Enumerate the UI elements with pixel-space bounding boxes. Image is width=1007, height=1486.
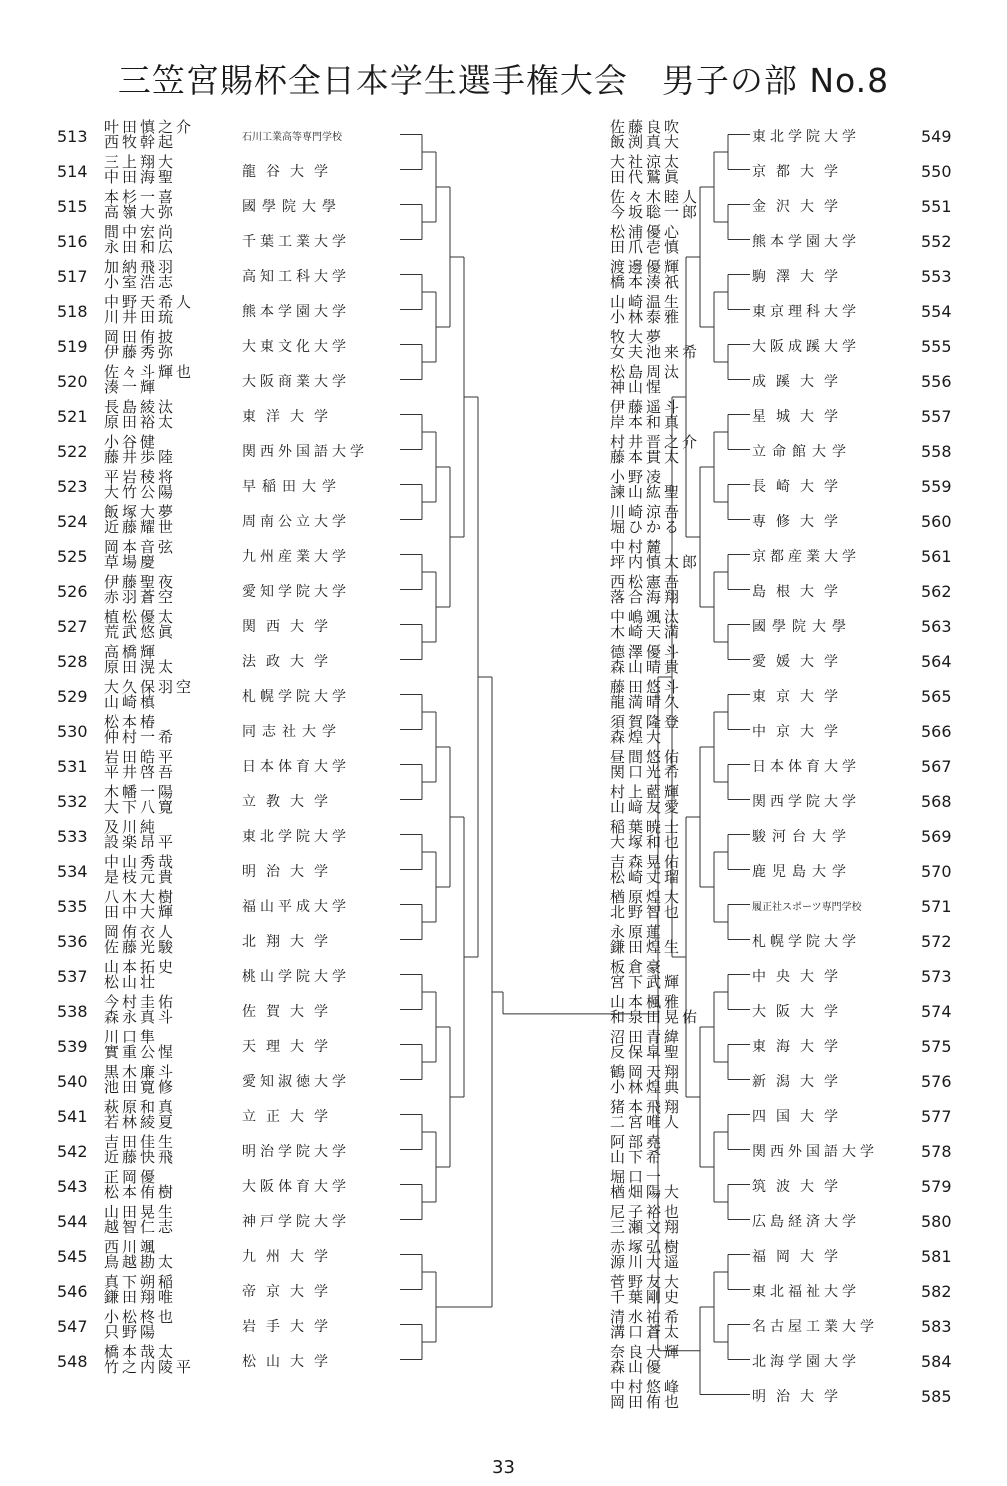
player-name: 和泉田晃佑 — [610, 1008, 701, 1026]
player-name: 西川颯 — [104, 1238, 159, 1256]
team-name: 星城大学 — [752, 409, 848, 425]
team-name: 立正大学 — [242, 1109, 338, 1125]
player-name: 赤塚弘樹 — [610, 1238, 683, 1256]
player-name: 村井晋之介 — [610, 433, 701, 451]
entry-number: 581 — [921, 1247, 952, 1266]
player-name: 奈良大輝 — [610, 1343, 683, 1361]
entry-number: 573 — [921, 967, 952, 986]
team-name: 北翔大学 — [242, 934, 338, 950]
team-name: 松山大学 — [242, 1354, 338, 1370]
team-name: 周南公立大学 — [242, 514, 350, 530]
player-name: 正岡優 — [104, 1168, 159, 1186]
entry-number: 563 — [921, 617, 952, 636]
entry-number: 551 — [921, 197, 952, 216]
team-name: 龍谷大学 — [242, 164, 338, 180]
player-name: 設楽昂平 — [104, 833, 177, 851]
player-name: 伊藤秀弥 — [104, 343, 177, 361]
team-name: 関西外国語大学 — [752, 1144, 878, 1160]
player-name: 山下希 — [610, 1148, 665, 1166]
team-name: 関西大学 — [242, 619, 338, 635]
team-name: 京都産業大学 — [752, 549, 860, 565]
entry-number: 517 — [57, 267, 88, 286]
player-name: 田代鷲眞 — [610, 168, 683, 186]
player-name: 関口光希 — [610, 763, 683, 781]
player-name: 橋本哉太 — [104, 1343, 177, 1361]
player-name: 近藤快飛 — [104, 1148, 177, 1166]
player-name: 松崎丈瑠 — [610, 868, 683, 886]
team-name: 大阪商業大学 — [242, 374, 350, 390]
player-name: 坪内慎太郎 — [610, 553, 701, 571]
player-name: 橋本湊祇 — [610, 273, 683, 291]
player-name: 西松憲吾 — [610, 573, 683, 591]
entry-number: 548 — [57, 1352, 88, 1371]
team-name: 千葉工業大学 — [242, 234, 350, 250]
entry-number: 523 — [57, 477, 88, 496]
player-name: 源川大遥 — [610, 1253, 683, 1271]
player-name: 小林煌典 — [610, 1078, 683, 1096]
player-name: 鳥越勘太 — [104, 1253, 177, 1271]
player-name: 吉田佳生 — [104, 1133, 177, 1151]
player-name: 田爪壱慎 — [610, 238, 683, 256]
team-name: 神戸学院大学 — [242, 1214, 350, 1230]
player-name: 今村圭佑 — [104, 993, 177, 1011]
entry-number: 544 — [57, 1212, 88, 1231]
player-name: 森山優 — [610, 1358, 665, 1376]
player-name: 川崎涼吾 — [610, 503, 683, 521]
team-name: 筑波大学 — [752, 1179, 848, 1195]
team-name: 四国大学 — [752, 1109, 848, 1125]
team-name: 愛媛大学 — [752, 654, 848, 670]
entry-number: 556 — [921, 372, 952, 391]
player-name: 鶴岡天翔 — [610, 1063, 683, 1081]
entry-number: 531 — [57, 757, 88, 776]
entry-number: 584 — [921, 1352, 952, 1371]
team-name: 熊本学園大学 — [242, 304, 350, 320]
player-name: 堀ひかる — [610, 518, 683, 536]
team-name: 同志社大学 — [242, 724, 342, 740]
player-name: 楢畑陽大 — [610, 1183, 683, 1201]
entry-number: 528 — [57, 652, 88, 671]
player-name: 是枝元貴 — [104, 868, 177, 886]
entry-number: 550 — [921, 162, 952, 181]
player-name: 今坂聡一郎 — [610, 203, 701, 221]
team-name: 関西学院大学 — [752, 794, 860, 810]
player-name: 永原蓮 — [610, 923, 665, 941]
team-name: 愛知学院大学 — [242, 584, 350, 600]
entry-number: 555 — [921, 337, 952, 356]
team-name: 立命館大学 — [752, 444, 852, 460]
team-name: 立教大学 — [242, 794, 338, 810]
player-name: 若林綾夏 — [104, 1113, 177, 1131]
entry-number: 559 — [921, 477, 952, 496]
player-name: 叶田慎之介 — [104, 118, 195, 136]
player-name: 村上藍輝 — [610, 783, 683, 801]
player-name: 仲村一希 — [104, 728, 177, 746]
player-name: 森山晴貴 — [610, 658, 683, 676]
team-name: 國學院大學 — [242, 199, 342, 215]
entry-number: 536 — [57, 932, 88, 951]
player-name: 溝口蒼太 — [610, 1323, 683, 1341]
player-name: 鎌田翔唯 — [104, 1288, 177, 1306]
player-name: 松山壮 — [104, 973, 159, 991]
player-name: 佐藤良吹 — [610, 118, 683, 136]
team-name: 佐賀大学 — [242, 1004, 338, 1020]
team-name: 中京大学 — [752, 724, 848, 740]
player-name: 西牧幹起 — [104, 133, 177, 151]
player-name: 草場慶 — [104, 553, 159, 571]
team-name: 福岡大学 — [752, 1249, 848, 1265]
player-name: 千葉剛史 — [610, 1288, 683, 1306]
player-name: 宮下武輝 — [610, 973, 683, 991]
entry-number: 580 — [921, 1212, 952, 1231]
entry-number: 575 — [921, 1037, 952, 1056]
entry-number: 546 — [57, 1282, 88, 1301]
player-name: 三瀬文翔 — [610, 1218, 683, 1236]
team-name: 大阪大学 — [752, 1004, 848, 1020]
entry-number: 538 — [57, 1002, 88, 1021]
team-name: 中央大学 — [752, 969, 848, 985]
entry-number: 542 — [57, 1142, 88, 1161]
player-name: 萩原和真 — [104, 1098, 177, 1116]
team-name: 大阪体育大学 — [242, 1179, 350, 1195]
team-name: 明治学院大学 — [242, 1144, 350, 1160]
player-name: 二宮唯人 — [610, 1113, 683, 1131]
team-name: 専修大学 — [752, 514, 848, 530]
player-name: 吉森晃佑 — [610, 853, 683, 871]
player-name: 尼子裕也 — [610, 1203, 683, 1221]
team-name: 札幌学院大学 — [752, 934, 860, 950]
player-name: 小野凌 — [610, 468, 665, 486]
player-name: 荒武悠眞 — [104, 623, 177, 641]
entry-number: 578 — [921, 1142, 952, 1161]
player-name: 須賀隆登 — [610, 713, 683, 731]
entry-number: 526 — [57, 582, 88, 601]
player-name: 小谷健 — [104, 433, 159, 451]
player-name: 大下八寛 — [104, 798, 177, 816]
entry-number: 571 — [921, 897, 952, 916]
player-name: 伊藤遥斗 — [610, 398, 683, 416]
player-name: 三上翔大 — [104, 153, 177, 171]
entry-number: 527 — [57, 617, 88, 636]
entry-number: 552 — [921, 232, 952, 251]
player-name: 岩田皓平 — [104, 748, 177, 766]
player-name: 大塚和也 — [610, 833, 683, 851]
player-name: 山本拓史 — [104, 958, 177, 976]
entry-number: 545 — [57, 1247, 88, 1266]
player-name: 岡田侑也 — [610, 1393, 683, 1411]
player-name: 稲葉暁士 — [610, 818, 683, 836]
player-name: 真下朔稲 — [104, 1273, 177, 1291]
team-name: 新潟大学 — [752, 1074, 848, 1090]
player-name: 沼田青緯 — [610, 1028, 683, 1046]
player-name: 川井田琉 — [104, 308, 177, 326]
player-name: 池田寛修 — [104, 1078, 177, 1096]
team-name: 大阪成蹊大学 — [752, 339, 860, 355]
player-name: 伊藤聖夜 — [104, 573, 177, 591]
entry-number: 553 — [921, 267, 952, 286]
player-name: 山﨑友愛 — [610, 798, 683, 816]
player-name: 森煌大 — [610, 728, 665, 746]
player-name: 永田和広 — [104, 238, 177, 256]
team-name: 岩手大学 — [242, 1319, 338, 1335]
team-name: 高知工科大学 — [242, 269, 350, 285]
player-name: 佐々斗輝也 — [104, 363, 195, 381]
player-name: 中田海聖 — [104, 168, 177, 186]
team-name: 履正社スポーツ専門学校 — [752, 902, 862, 913]
team-name: 明治大学 — [752, 1389, 848, 1405]
player-name: 小松柊也 — [104, 1308, 177, 1326]
player-name: 間中宏尚 — [104, 223, 177, 241]
entry-number: 562 — [921, 582, 952, 601]
player-name: 松浦優心 — [610, 223, 683, 241]
entry-number: 554 — [921, 302, 952, 321]
player-name: 長島綾汰 — [104, 398, 177, 416]
player-name: 鎌田煌生 — [610, 938, 683, 956]
entry-number: 569 — [921, 827, 952, 846]
entry-number: 522 — [57, 442, 88, 461]
team-name: 九州産業大学 — [242, 549, 350, 565]
entry-number: 520 — [57, 372, 88, 391]
player-name: 中村悠峰 — [610, 1378, 683, 1396]
team-name: 京都大学 — [752, 164, 848, 180]
player-name: 高橋輝 — [104, 643, 159, 661]
entry-number: 519 — [57, 337, 88, 356]
entry-number: 535 — [57, 897, 88, 916]
player-name: 阿部堯 — [610, 1133, 665, 1151]
team-name: 東海大学 — [752, 1039, 848, 1055]
entry-number: 583 — [921, 1317, 952, 1336]
entry-number: 568 — [921, 792, 952, 811]
player-name: 板倉豪 — [610, 958, 665, 976]
player-name: 松本椿 — [104, 713, 159, 731]
player-name: 中村麓 — [610, 538, 665, 556]
entry-number: 529 — [57, 687, 88, 706]
player-name: 女夫池来希 — [610, 343, 701, 361]
player-name: 及川純 — [104, 818, 159, 836]
player-name: 猪本飛翔 — [610, 1098, 683, 1116]
player-name: 植松優太 — [104, 608, 177, 626]
entry-number: 533 — [57, 827, 88, 846]
player-name: 近藤耀世 — [104, 518, 177, 536]
player-name: 大久保羽空 — [104, 678, 195, 696]
entry-number: 530 — [57, 722, 88, 741]
entry-number: 560 — [921, 512, 952, 531]
team-name: 東京理科大学 — [752, 304, 860, 320]
entry-number: 579 — [921, 1177, 952, 1196]
player-name: 反保皐聖 — [610, 1043, 683, 1061]
entry-number: 539 — [57, 1037, 88, 1056]
entry-number: 521 — [57, 407, 88, 426]
player-name: 大竹公陽 — [104, 483, 177, 501]
team-name: 名古屋工業大学 — [752, 1319, 878, 1335]
team-name: 大東文化大学 — [242, 339, 350, 355]
team-name: 札幌学院大学 — [242, 689, 350, 705]
entry-number: 543 — [57, 1177, 88, 1196]
player-name: 平岩稜将 — [104, 468, 177, 486]
player-name: 藤田悠斗 — [610, 678, 683, 696]
player-name: 湊一輝 — [104, 378, 159, 396]
player-name: 中野天希人 — [104, 293, 195, 311]
entry-number: 518 — [57, 302, 88, 321]
entry-number: 557 — [921, 407, 952, 426]
entry-number: 513 — [57, 127, 88, 146]
player-name: 高嶺大弥 — [104, 203, 177, 221]
player-name: 昼間悠佑 — [610, 748, 683, 766]
player-name: 佐藤光駿 — [104, 938, 177, 956]
player-name: 藤井歩陸 — [104, 448, 177, 466]
player-name: 清水祐希 — [610, 1308, 683, 1326]
entry-number: 534 — [57, 862, 88, 881]
entry-number: 582 — [921, 1282, 952, 1301]
player-name: 飯塚大夢 — [104, 503, 177, 521]
player-name: 平井啓吾 — [104, 763, 177, 781]
player-name: 竹之内陵平 — [104, 1358, 195, 1376]
player-name: 山崎槙 — [104, 693, 159, 711]
player-name: 山本楓雅 — [610, 993, 683, 1011]
team-name: 明治大学 — [242, 864, 338, 880]
player-name: 北野智也 — [610, 903, 683, 921]
entry-number: 524 — [57, 512, 88, 531]
entry-number: 565 — [921, 687, 952, 706]
entry-number: 564 — [921, 652, 952, 671]
player-name: 藤本貫太 — [610, 448, 683, 466]
player-name: 飯渕真大 — [610, 133, 683, 151]
player-name: 牧大夢 — [610, 328, 665, 346]
team-name: 長崎大学 — [752, 479, 848, 495]
team-name: 駿河台大学 — [752, 829, 852, 845]
player-name: 原田裕太 — [104, 413, 177, 431]
player-name: 岡本音弦 — [104, 538, 177, 556]
team-name: 成蹊大学 — [752, 374, 848, 390]
team-name: 早稲田大学 — [242, 479, 342, 495]
player-name: 木幡一陽 — [104, 783, 177, 801]
player-name: 山田晃生 — [104, 1203, 177, 1221]
team-name: 石川工業高等専門学校 — [242, 132, 342, 143]
player-name: 佐々木睦人 — [610, 188, 701, 206]
team-name: 金沢大学 — [752, 199, 848, 215]
entry-number: 572 — [921, 932, 952, 951]
team-name: 東洋大学 — [242, 409, 338, 425]
page-number: 33 — [492, 1457, 515, 1478]
player-name: 小林泰雅 — [610, 308, 683, 326]
team-name: 広島経済大学 — [752, 1214, 860, 1230]
player-name: 赤羽蒼空 — [104, 588, 177, 606]
player-name: 八木大樹 — [104, 888, 177, 906]
player-name: 森永真斗 — [104, 1008, 177, 1026]
team-name: 北海学園大学 — [752, 1354, 860, 1370]
team-name: 熊本学園大学 — [752, 234, 860, 250]
player-name: 川口隼 — [104, 1028, 159, 1046]
entry-number: 515 — [57, 197, 88, 216]
player-name: 龍満晴久 — [610, 693, 683, 711]
entry-number: 585 — [921, 1387, 952, 1406]
team-name: 福山平成大学 — [242, 899, 350, 915]
player-name: 德澤優斗 — [610, 643, 683, 661]
player-name: 岡田侑披 — [104, 328, 177, 346]
player-name: 神山惺 — [610, 378, 665, 396]
team-name: 九州大学 — [242, 1249, 338, 1265]
player-name: 岸本和真 — [610, 413, 683, 431]
player-name: 堀口一 — [610, 1168, 665, 1186]
entry-number: 516 — [57, 232, 88, 251]
entry-number: 541 — [57, 1107, 88, 1126]
team-name: 東京大学 — [752, 689, 848, 705]
player-name: 加納飛羽 — [104, 258, 177, 276]
team-name: 日本体育大学 — [242, 759, 350, 775]
entry-number: 558 — [921, 442, 952, 461]
player-name: 田中大輝 — [104, 903, 177, 921]
player-name: 只野陽 — [104, 1323, 159, 1341]
player-name: 木崎天満 — [610, 623, 683, 641]
entry-number: 532 — [57, 792, 88, 811]
player-name: 岡侑衣人 — [104, 923, 177, 941]
player-name: 松島周汰 — [610, 363, 683, 381]
team-name: 鹿児島大学 — [752, 864, 852, 880]
team-name: 関西外国語大学 — [242, 444, 368, 460]
entry-number: 547 — [57, 1317, 88, 1336]
entry-number: 537 — [57, 967, 88, 986]
team-name: 法政大学 — [242, 654, 338, 670]
player-name: 菅野友大 — [610, 1273, 683, 1291]
player-name: 本杉一喜 — [104, 188, 177, 206]
entry-number: 561 — [921, 547, 952, 566]
entry-number: 576 — [921, 1072, 952, 1091]
player-name: 諫山紘聖 — [610, 483, 683, 501]
player-name: 楢原煌大 — [610, 888, 683, 906]
player-name: 小室浩志 — [104, 273, 177, 291]
entry-number: 566 — [921, 722, 952, 741]
entry-number: 525 — [57, 547, 88, 566]
entry-number: 514 — [57, 162, 88, 181]
entry-number: 549 — [921, 127, 952, 146]
player-name: 黒木廉斗 — [104, 1063, 177, 1081]
entry-number: 570 — [921, 862, 952, 881]
entry-number: 540 — [57, 1072, 88, 1091]
player-name: 中山秀哉 — [104, 853, 177, 871]
team-name: 愛知淑徳大学 — [242, 1074, 350, 1090]
team-name: 東北学院大学 — [752, 129, 860, 145]
player-name: 山崎温生 — [610, 293, 683, 311]
player-name: 中嶋颯汰 — [610, 608, 683, 626]
player-name: 渡邊優輝 — [610, 258, 683, 276]
player-name: 原田滉太 — [104, 658, 177, 676]
team-name: 東北福祉大学 — [752, 1284, 860, 1300]
entry-number: 577 — [921, 1107, 952, 1126]
player-name: 松本侑樹 — [104, 1183, 177, 1201]
entry-number: 567 — [921, 757, 952, 776]
player-name: 落合海翔 — [610, 588, 683, 606]
team-name: 東北学院大学 — [242, 829, 350, 845]
team-name: 國學院大學 — [752, 619, 852, 635]
team-name: 日本体育大学 — [752, 759, 860, 775]
team-name: 駒澤大学 — [752, 269, 848, 285]
page-title: 三笠宮賜杯全日本学生選手権大会 男子の部 No.8 — [117, 61, 890, 100]
team-name: 島根大学 — [752, 584, 848, 600]
player-name: 大社涼太 — [610, 153, 683, 171]
team-name: 桃山学院大学 — [242, 969, 350, 985]
player-name: 越智仁志 — [104, 1218, 177, 1236]
player-name: 實重公惺 — [104, 1043, 177, 1061]
team-name: 天理大学 — [242, 1039, 338, 1055]
entry-number: 574 — [921, 1002, 952, 1021]
team-name: 帝京大学 — [242, 1284, 338, 1300]
